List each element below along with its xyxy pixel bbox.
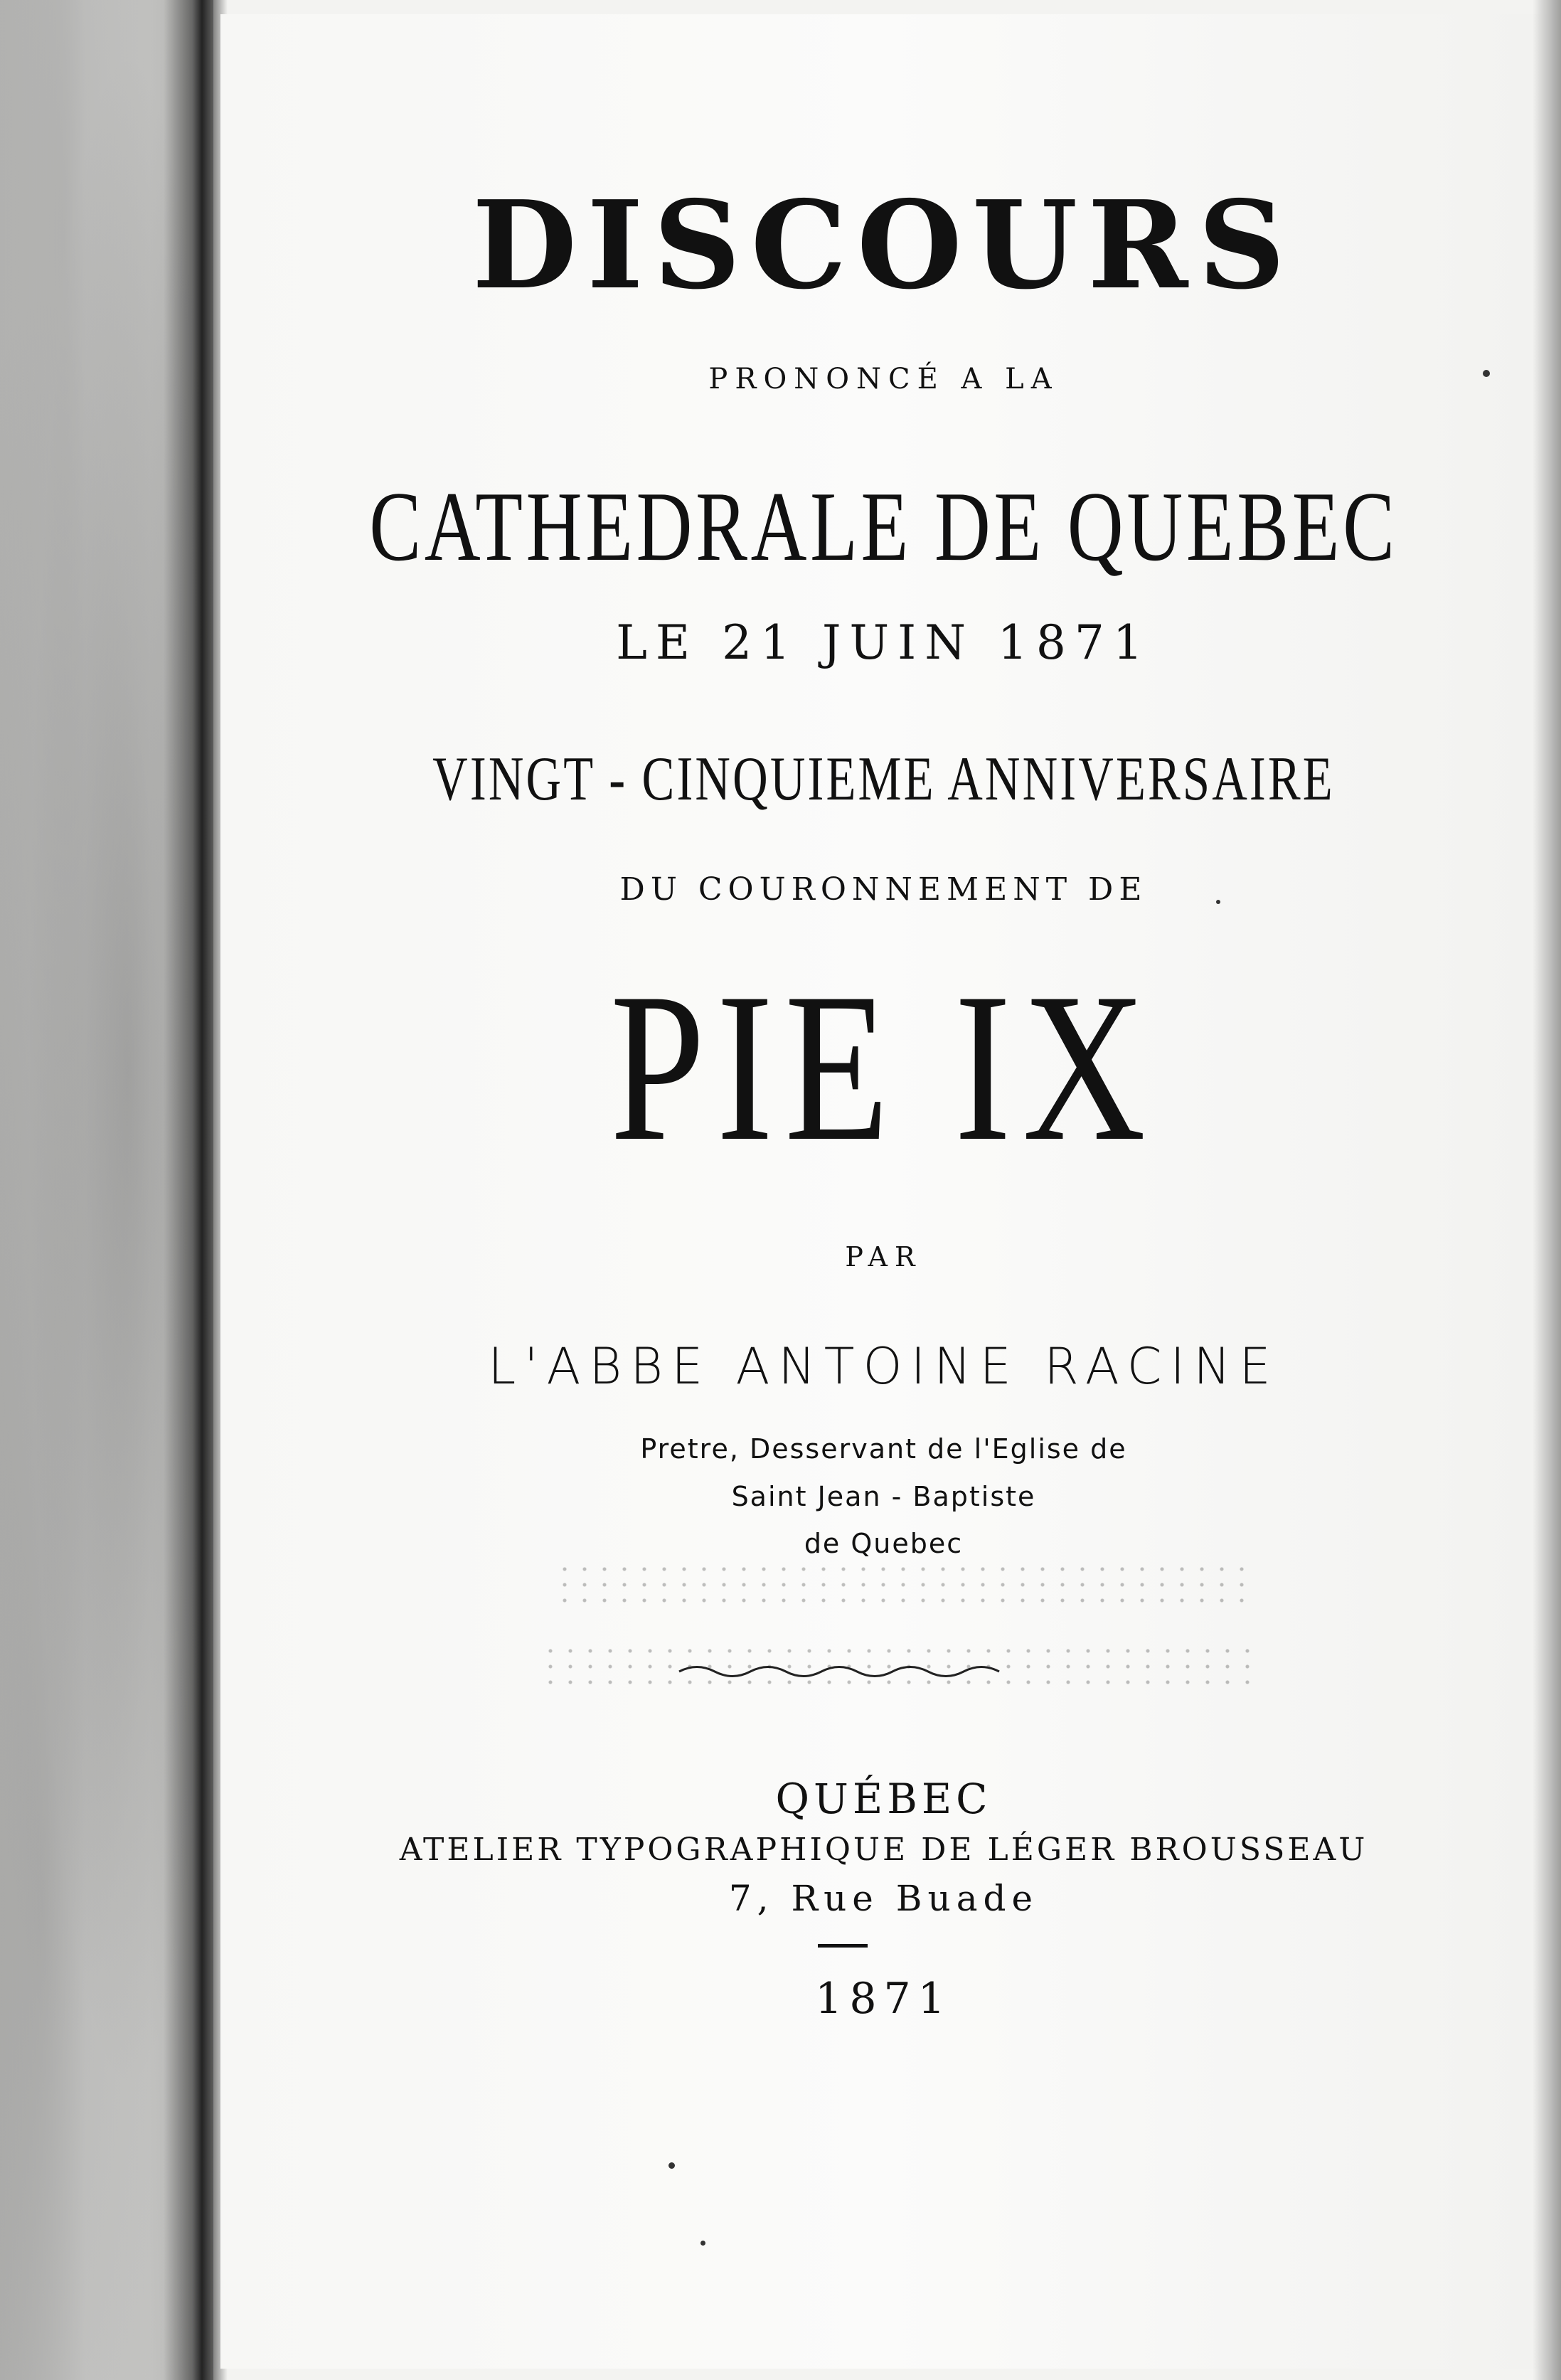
par-line: PAR: [845, 1241, 922, 1273]
ornamental-flourish: [676, 1661, 1003, 1682]
publication-year: 1871: [815, 1974, 952, 2024]
place-line: CATHEDRALE DE QUEBEC: [369, 472, 1398, 582]
document-title: DISCOURS: [472, 174, 1296, 317]
publisher-city: QUÉBEC: [775, 1775, 992, 1823]
divider-rule: [818, 1944, 868, 1948]
author-role-line-3: de Quebec: [804, 1528, 964, 1559]
prononce-line: PRONONCÉ A LA: [708, 363, 1059, 395]
ink-speck: [1483, 370, 1490, 377]
ink-speck: [1216, 900, 1220, 904]
author-role-line-2: Saint Jean - Baptiste: [731, 1481, 1036, 1512]
ink-speck: [668, 2162, 675, 2169]
coronation-line: DU COURONNEMENT DE: [619, 871, 1148, 908]
publisher-name: ATELIER TYPOGRAPHIQUE DE LÉGER BROUSSEAU: [399, 1832, 1368, 1868]
pope-name: PIE IX: [609, 949, 1158, 1185]
faded-print-area: [555, 1561, 1252, 1604]
binding-shadow: [164, 0, 228, 2380]
occasion-line: VINGT - CINQUIEME ANNIVERSAIRE: [432, 745, 1335, 814]
ink-speck: [700, 2241, 705, 2246]
author-role-line-1: Pretre, Desservant de l'Eglise de: [640, 1433, 1127, 1465]
author-name: L'ABBE ANTOINE RACINE: [488, 1337, 1279, 1396]
publisher-address: 7, Rue Buade: [728, 1878, 1039, 1919]
date-line: LE 21 JUIN 1871: [616, 615, 1151, 670]
